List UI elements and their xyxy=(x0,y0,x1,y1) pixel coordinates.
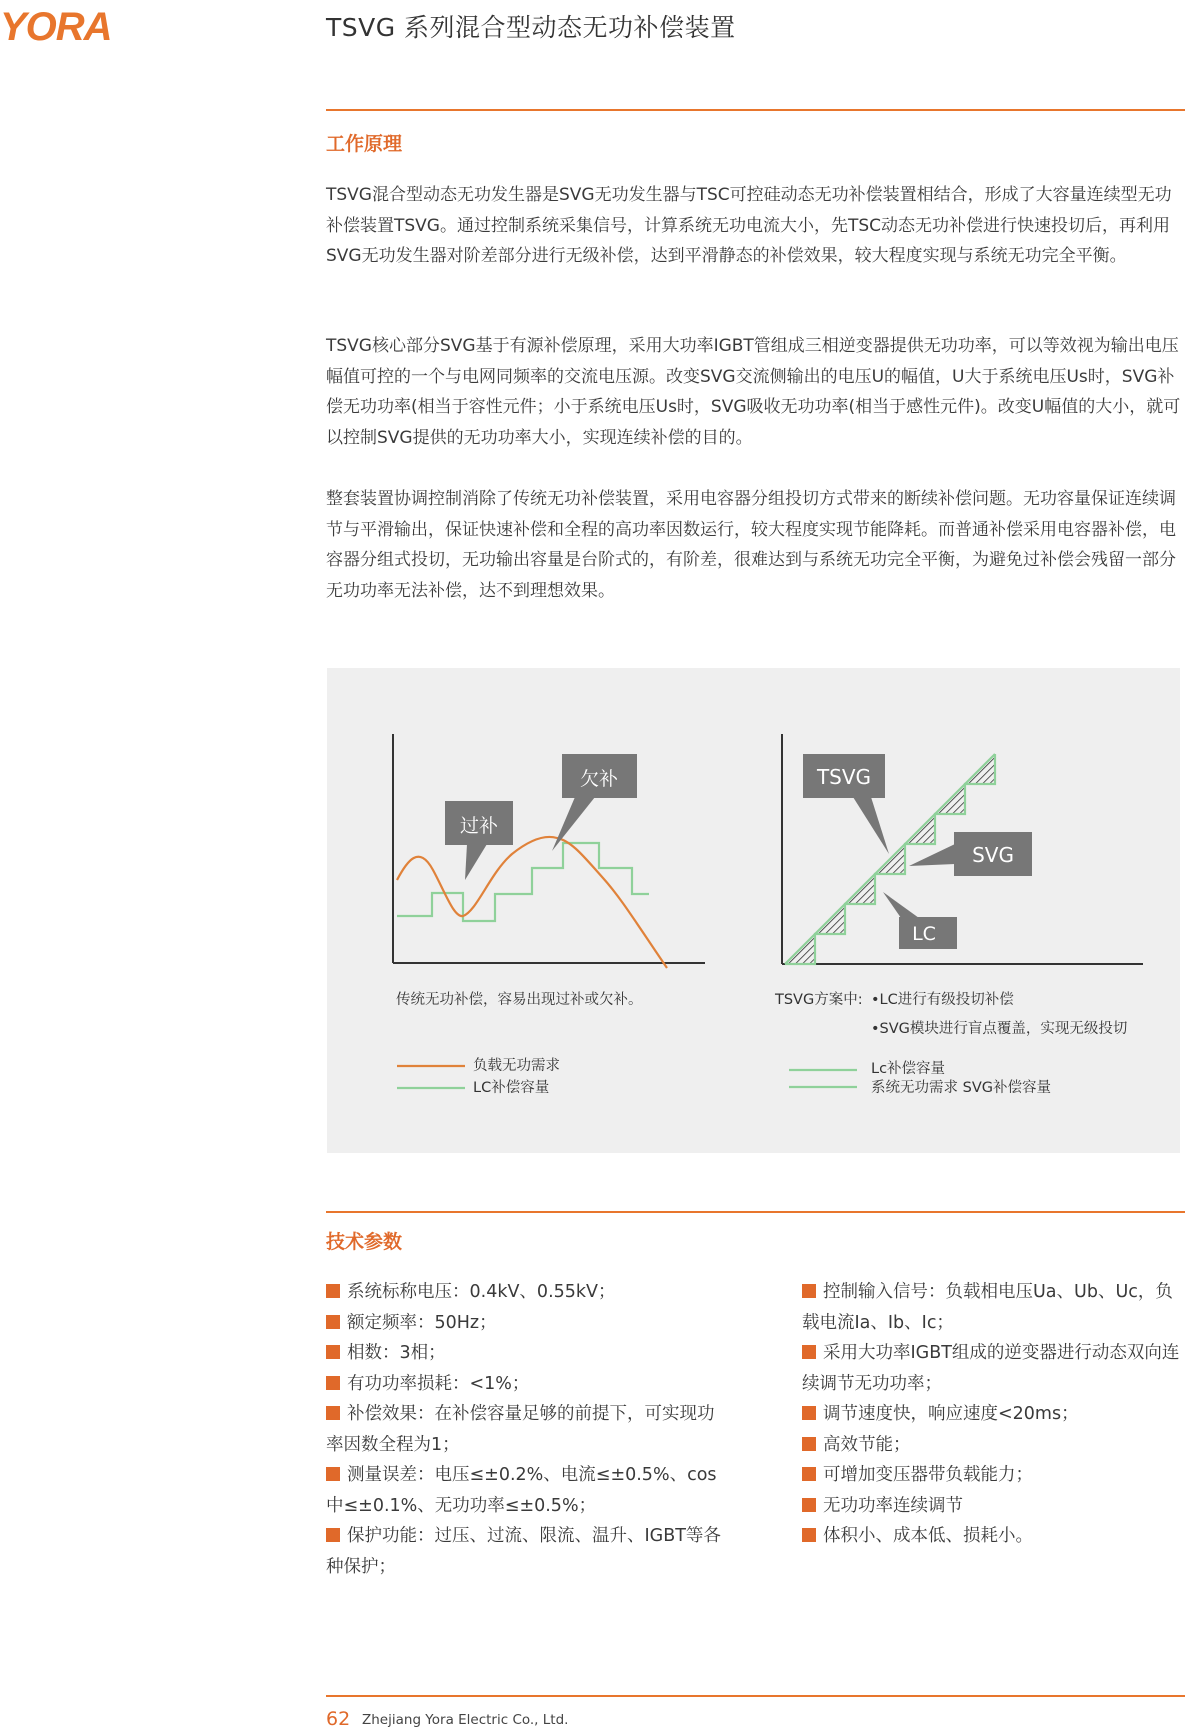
company-name: Zhejiang Yora Electric Co., Ltd. xyxy=(362,1712,569,1728)
bullet-square-icon xyxy=(802,1467,816,1481)
spec-item: 补偿效果：在补偿容量足够的前提下，可实现功率因数全程为1； xyxy=(326,1404,715,1455)
callout-lc xyxy=(883,892,957,949)
bullet-square-icon xyxy=(326,1315,340,1329)
spec-item: 测量误差：电压≤±0.2%、电流≤±0.5%、cos中≤±0.1%、无功功率≤±0.5%； xyxy=(326,1465,717,1516)
page-number: 62 xyxy=(326,1708,351,1730)
spec-item: 相数：3相； xyxy=(326,1338,726,1369)
bullet-square-icon xyxy=(802,1498,816,1512)
lc-step-line-left xyxy=(397,843,649,921)
spec-item: 高效节能； xyxy=(802,1430,1187,1461)
bullet-square-icon xyxy=(802,1528,816,1542)
left-caption: 传统无功补偿，容易出现过补或欠补。 xyxy=(396,992,643,1008)
spec-item: 保护功能：过压、过流、限流、温升、IGBT等各种保护； xyxy=(326,1526,721,1577)
bullet-square-icon xyxy=(326,1467,340,1481)
callout-svg-text: SVG xyxy=(972,843,1014,867)
callout-tsvg xyxy=(803,754,889,854)
callout-lc-text: LC xyxy=(912,923,936,945)
bullet-square-icon xyxy=(802,1437,816,1451)
bullet-square-icon xyxy=(326,1528,340,1542)
legend-demand-svg-label: 系统无功需求 SVG补偿容量 xyxy=(871,1080,1051,1096)
logo-text: YORA xyxy=(0,5,112,46)
specs-list-right xyxy=(802,1277,1187,1552)
principle-paragraph-3: 整套装置协调控制消除了传统无功补偿装置，采用电容器分组投切方式带来的断续补偿问题。无功容量保证连续调节与平滑输出，保证快速补偿和全程的高功率因数运行，较大程度实现节能降耗。而普通补偿采用电容器补偿，电容器分组式投切，无功输出容量是台阶式的，有阶差，很难达到与系统无功完全平衡，为避免过补偿会残留一部分无功功率无法补偿，达不到理想效果。 xyxy=(326,489,1176,601)
callout-over-compensation xyxy=(445,801,513,880)
section-heading-specs: 技术参数 xyxy=(326,1231,403,1253)
left-chart xyxy=(393,734,705,1088)
bullet-square-icon xyxy=(326,1406,340,1420)
spec-item: 采用大功率IGBT组成的逆变器进行动态双向连续调节无功功率； xyxy=(802,1343,1180,1394)
figure-graphics xyxy=(327,668,1180,1153)
spec-item: 体积小、成本低、损耗小。 xyxy=(802,1521,1187,1552)
document-title: TSVG 系列混合型动态无功补偿装置 xyxy=(326,13,736,42)
callout-tsvg-text: TSVG xyxy=(816,765,872,789)
load-demand-curve xyxy=(397,837,667,968)
spec-item: 无功功率连续调节 xyxy=(802,1491,1187,1522)
legend-lc-label-right: Lc补偿容量 xyxy=(871,1061,946,1077)
right-caption-item-2: •SVG模块进行盲点覆盖，实现无级投切 xyxy=(871,1021,1128,1037)
specs-rule xyxy=(326,1211,1185,1213)
bullet-square-icon xyxy=(802,1284,816,1298)
header-rule xyxy=(326,109,1185,111)
spec-item: 控制输入信号：负载相电压Ua、Ub、Uc，负载电流Ia、Ib、Ic； xyxy=(802,1282,1173,1333)
bullet-square-icon xyxy=(802,1406,816,1420)
bullet-square-icon xyxy=(326,1345,340,1359)
spec-item: 系统标称电压：0.4kV、0.55kV； xyxy=(326,1277,726,1308)
compensation-comparison-figure xyxy=(327,668,1180,1153)
callout-under-text: 欠补 xyxy=(579,768,619,790)
principle-paragraph-1: TSVG混合型动态无功发生器是SVG无功发生器与TSC可控硅动态无功补偿装置相结合，形成了大容量连续型无功补偿装置TSVG。通过控制系统采集信号，计算系统无功电流大小，先TSC动态无功补偿进行快速投切后，再利用SVG无功发生器对阶差部分进行无级补偿，达到平滑静态的补偿效果，较大程度实现与系统无功完全平衡。 xyxy=(326,185,1172,266)
bullet-square-icon xyxy=(326,1376,340,1390)
bullet-square-icon xyxy=(802,1345,816,1359)
footer-rule xyxy=(326,1695,1185,1697)
spec-item: 可增加变压器带负载能力； xyxy=(802,1460,1187,1491)
legend-load-label: 负载无功需求 xyxy=(473,1058,560,1074)
brand-logo xyxy=(0,2,120,50)
spec-item: 调节速度快，响应速度<20ms； xyxy=(802,1399,1187,1430)
spec-item: 额定频率：50Hz； xyxy=(326,1308,726,1339)
callout-over-text: 过补 xyxy=(459,815,499,837)
section-heading-principle: 工作原理 xyxy=(326,133,403,155)
right-caption-label: TSVG方案中: xyxy=(775,992,863,1008)
principle-paragraph-2: TSVG核心部分SVG基于有源补偿原理，采用大功率IGBT管组成三相逆变器提供无功功率，可以等效视为输出电压幅值可控的一个与电网同频率的交流电压源。改变SVG交流侧输出的电压U的幅值，U大于系统电压Us时，SVG补偿无功功率(相当于容性元件；小于系统电压Us时，SVG吸收无功功率(相当于感性元件)。改变U幅值的大小，就可以控制SVG提供的无功功率大小，实现连续补偿的目的。 xyxy=(326,336,1181,448)
callout-under-compensation xyxy=(552,754,637,851)
right-caption-item-1: •LC进行有级投切补偿 xyxy=(871,992,1014,1008)
legend-lc-label: LC补偿容量 xyxy=(473,1080,550,1096)
bullet-square-icon xyxy=(326,1284,340,1298)
specs-list-left xyxy=(326,1277,726,1582)
spec-item: 有功功率损耗：<1%； xyxy=(326,1369,726,1400)
